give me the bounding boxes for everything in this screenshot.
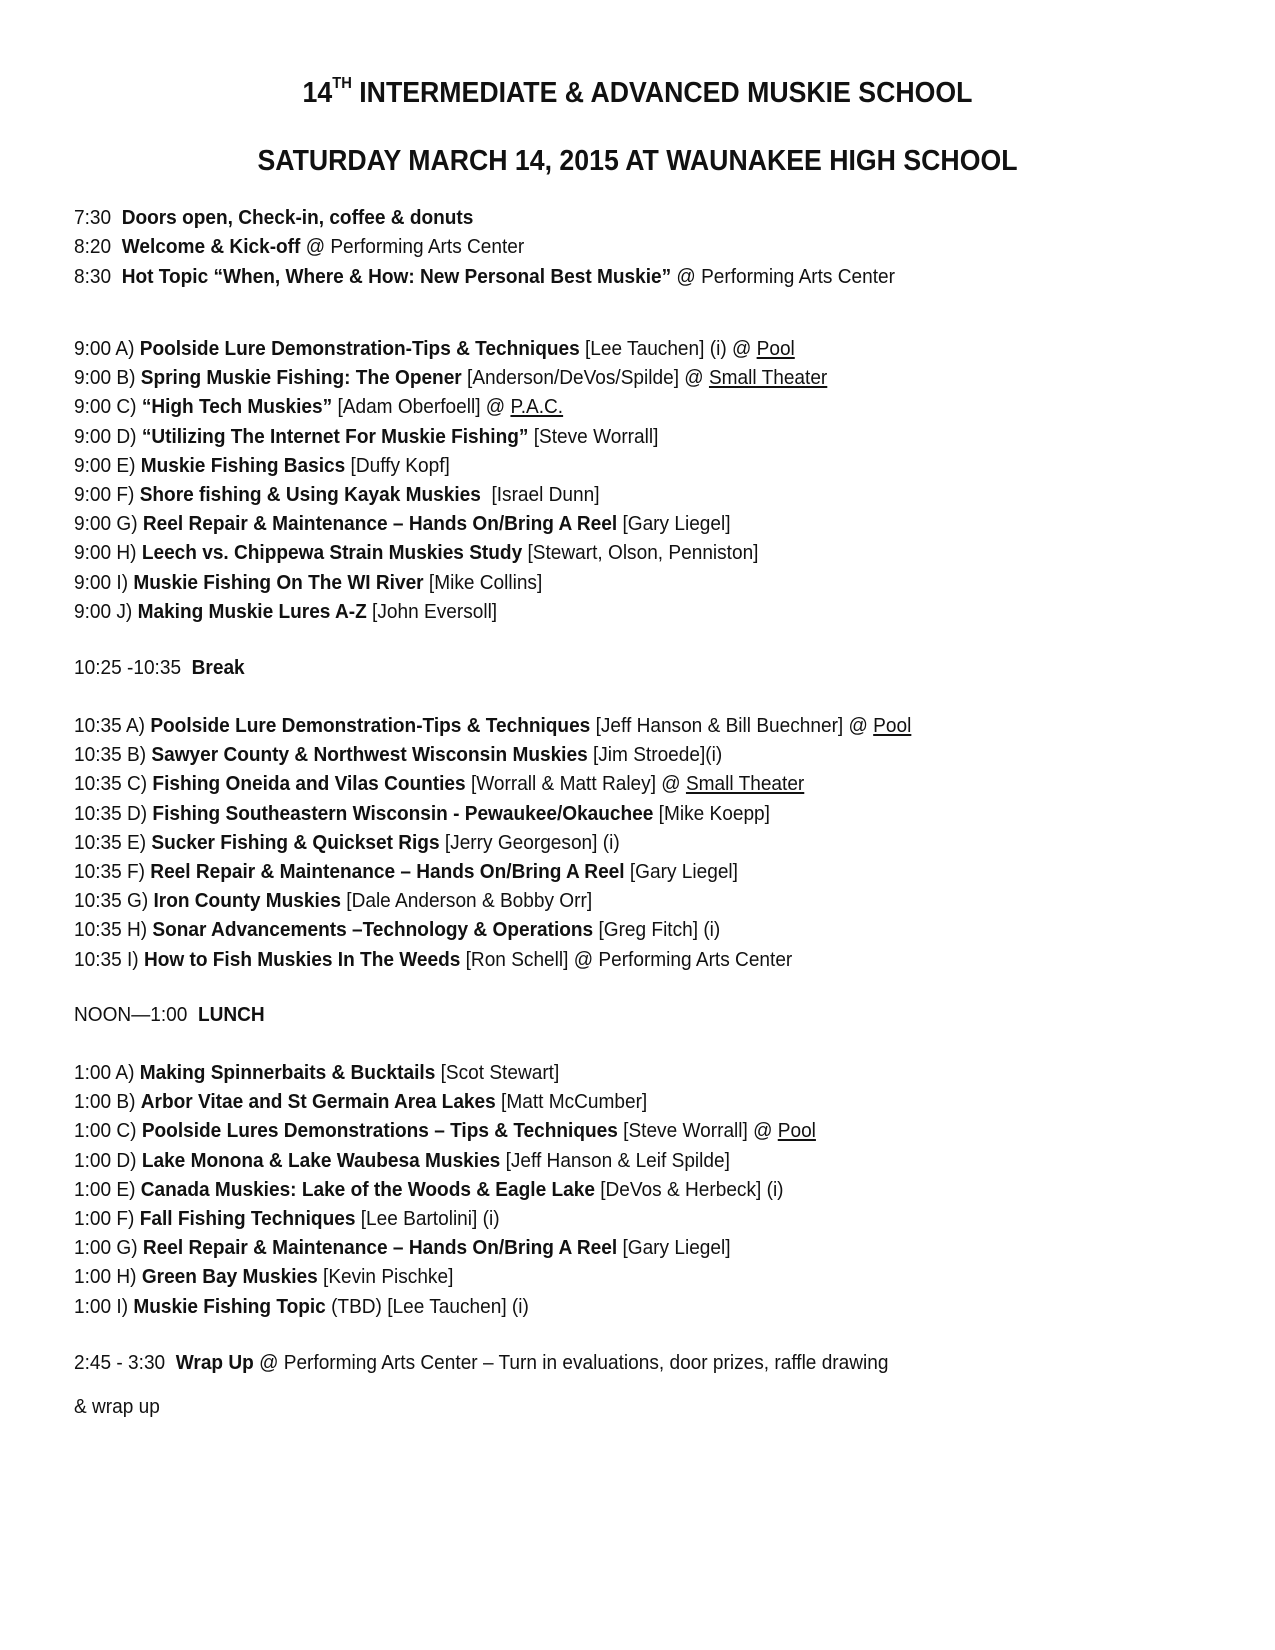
session-title: Sawyer County & Northwest Wisconsin Muskies (151, 743, 588, 767)
schedule-item (74, 235, 524, 259)
session-details: [Jerry Georgeson] (i) (439, 830, 620, 854)
time-slot: 1:00 H) (74, 1265, 142, 1289)
location-link: Small Theater (685, 772, 805, 796)
session-title: Green Bay Muskies (141, 1265, 318, 1289)
session-item (74, 483, 600, 507)
session-title: Break (191, 656, 245, 679)
session-title: Welcome & Kick-off (121, 235, 301, 258)
session-title: Fishing Southeastern Wisconsin - Pewaukee/Okauchee (152, 801, 654, 825)
title-number: 14 (302, 77, 333, 109)
title-text: INTERMEDIATE & ADVANCED MUSKIE SCHOOL (351, 77, 973, 109)
session-item (74, 395, 563, 419)
time-slot: 1:00 I) (74, 1294, 134, 1318)
session-details: [Worrall & Matt Raley] @ (465, 772, 686, 796)
session-title: Leech vs. Chippewa Strain Muskies Study (141, 541, 523, 565)
session-item (74, 366, 827, 390)
session-title: Spring Muskie Fishing: The Opener (140, 366, 462, 390)
session-item (74, 714, 911, 738)
session-title: Doors open, Check-in, coffee & donuts (121, 206, 474, 229)
session-details: [Stewart, Olson, Penniston] (522, 541, 759, 565)
time-slot: 1:00 D) (74, 1148, 142, 1172)
session-details: [Scot Stewart] (435, 1061, 560, 1084)
time-slot: 10:35 A) (74, 714, 151, 737)
time-slot: 9:00 F) (74, 483, 140, 506)
session-details: [Mike Collins] (423, 570, 543, 594)
time-slot: 9:00 H) (74, 541, 142, 565)
session-title: Poolside Lure Demonstration-Tips & Techniques (139, 337, 580, 360)
session-details: [Ron Schell] @ Performing Arts Center (460, 947, 793, 971)
session-item (74, 1207, 500, 1231)
location-link: Pool (777, 1119, 816, 1143)
session-details: [Dale Anderson & Bobby Orr] (340, 889, 593, 913)
session-details: [John Eversoll] (366, 599, 498, 623)
time-slot: 10:35 G) (74, 889, 154, 913)
session-item (74, 948, 792, 972)
time-slot: 9:00 C) (74, 395, 142, 419)
session-details: [Anderson/DeVos/Spilde] @ (461, 366, 709, 390)
time-slot: 10:35 H) (74, 918, 153, 942)
session-title: “High Tech Muskies” (141, 395, 333, 419)
session-title: How to Fish Muskies In The Weeds (143, 947, 461, 971)
session-title: Reel Repair & Maintenance – Hands On/Bring A Reel (150, 860, 625, 883)
session-item (74, 743, 722, 767)
time-slot: 9:00 G) (74, 512, 143, 536)
session-details: [Gary Liegel] (617, 1236, 731, 1260)
time-slot: 1:00 A) (74, 1061, 140, 1084)
time-slot: 9:00 I) (74, 570, 134, 594)
time-slot: 10:25 -10:35 (74, 656, 192, 679)
session-title: Shore fishing & Using Kayak Muskies (139, 483, 481, 506)
document-title (51, 77, 1224, 110)
session-title: Hot Topic “When, Where & How: New Personal Best Muskie” (121, 265, 672, 288)
time-slot: 10:35 D) (74, 801, 153, 825)
session-details: [Kevin Pischke] (317, 1265, 454, 1289)
time-slot: 1:00 G) (74, 1236, 143, 1260)
session-title: Iron County Muskies (153, 889, 341, 913)
lunch-item (74, 1003, 265, 1027)
session-title: Reel Repair & Maintenance – Hands On/Bring A Reel (142, 512, 618, 536)
time-slot: 9:00 B) (74, 366, 141, 390)
session-title: Canada Muskies: Lake of the Woods & Eagle Lake (140, 1177, 595, 1201)
time-slot: 9:00 E) (74, 453, 141, 477)
session-title: LUNCH (197, 1003, 265, 1026)
session-item (74, 541, 758, 565)
session-item (74, 1295, 529, 1319)
document-subtitle: SATURDAY MARCH 14, 2015 AT WAUNAKEE HIGH SCHOOL (257, 145, 1018, 177)
time-slot: 8:30 (74, 265, 122, 288)
break-item (74, 656, 245, 680)
time-slot: 10:35 I) (74, 947, 144, 971)
wrap-up-continuation-text: & wrap up (74, 1395, 160, 1418)
time-slot: 10:35 B) (74, 743, 152, 767)
session-details: [Greg Fitch] (i) (593, 918, 721, 942)
time-slot: 9:00 D) (74, 424, 142, 448)
session-item (74, 571, 542, 595)
session-title: Sonar Advancements –Technology & Operations (152, 918, 594, 942)
time-slot: 1:00 C) (74, 1119, 142, 1143)
session-details: [Gary Liegel] (617, 512, 731, 536)
session-title: Muskie Fishing Topic (133, 1294, 326, 1318)
wrap-up-item (74, 1351, 888, 1375)
time-slot: 10:35 E) (74, 830, 152, 854)
session-details: @ Performing Arts Center (671, 265, 895, 288)
session-details: [Matt McCumber] (495, 1090, 648, 1114)
session-title: Muskie Fishing On The WI River (133, 570, 424, 594)
session-details: @ Performing Arts Center – Turn in evaluations, door prizes, raffle drawing (253, 1351, 889, 1374)
session-title: “Utilizing The Internet For Muskie Fishing” (141, 424, 529, 448)
time-slot: 10:35 F) (74, 860, 151, 883)
session-title: Fall Fishing Techniques (139, 1207, 356, 1230)
session-title: Sucker Fishing & Quickset Rigs (151, 830, 440, 854)
session-details: [Steve Worrall] @ (617, 1119, 778, 1143)
session-title: Lake Monona & Lake Waubesa Muskies (141, 1148, 501, 1172)
time-slot: 9:00 A) (74, 337, 140, 360)
session-title: Arbor Vitae and St Germain Area Lakes (140, 1090, 496, 1114)
schedule-item (74, 265, 895, 289)
time-slot: 2:45 - 3:30 (74, 1351, 176, 1374)
session-title: Reel Repair & Maintenance – Hands On/Bring A Reel (142, 1236, 618, 1260)
session-item (74, 918, 720, 942)
session-title: Fishing Oneida and Vilas Counties (152, 772, 466, 796)
session-title: Poolside Lures Demonstrations – Tips & Techniques (141, 1119, 618, 1143)
session-details: @ Performing Arts Center (300, 235, 525, 258)
session-details: [DeVos & Herbeck] (i) (594, 1177, 784, 1201)
session-details: [Adam Oberfoell] @ (332, 395, 511, 419)
session-item (74, 454, 450, 478)
session-title: Wrap Up (175, 1351, 254, 1374)
time-slot: 9:00 J) (74, 599, 138, 623)
session-item (74, 1178, 784, 1202)
session-item (74, 860, 738, 884)
location-link: Pool (873, 714, 912, 737)
session-details: [Gary Liegel] (624, 860, 738, 883)
wrap-up-continuation (74, 1395, 160, 1419)
session-item (74, 1119, 816, 1143)
session-item (74, 889, 592, 913)
time-slot: 1:00 E) (74, 1177, 141, 1201)
session-details: [Mike Koepp] (653, 801, 770, 825)
time-slot: NOON—1:00 (74, 1003, 198, 1026)
time-slot: 1:00 B) (74, 1090, 141, 1114)
session-item (74, 512, 731, 536)
location-link: Pool (756, 337, 795, 360)
session-details: (TBD) [Lee Tauchen] (i) (325, 1294, 529, 1318)
session-item (74, 1265, 453, 1289)
session-details: [Israel Dunn] (480, 483, 600, 506)
session-item (74, 1061, 559, 1085)
session-details: [Steve Worrall] (528, 424, 659, 448)
session-item (74, 802, 770, 826)
session-title: Making Muskie Lures A-Z (137, 599, 367, 623)
session-item (74, 1236, 731, 1260)
session-title: Poolside Lure Demonstration-Tips & Techniques (150, 714, 591, 737)
time-slot: 8:20 (74, 235, 122, 258)
session-item (74, 337, 795, 361)
session-item (74, 600, 497, 624)
title-ordinal-suffix: TH (332, 75, 352, 92)
location-link: Small Theater (708, 366, 828, 390)
time-slot: 7:30 (74, 206, 122, 229)
session-title: Muskie Fishing Basics (140, 453, 346, 477)
session-title: Making Spinnerbaits & Bucktails (139, 1061, 436, 1084)
session-details: [Lee Bartolini] (i) (355, 1207, 500, 1230)
session-details: [Lee Tauchen] (i) @ (579, 337, 757, 360)
session-item (74, 772, 804, 796)
session-details: [Jim Stroede](i) (587, 743, 723, 767)
session-details: [Duffy Kopf] (345, 453, 450, 477)
session-item (74, 1090, 647, 1114)
time-slot: 10:35 C) (74, 772, 153, 796)
location-link: P.A.C. (510, 395, 564, 419)
session-item (74, 831, 620, 855)
time-slot: 1:00 F) (74, 1207, 140, 1230)
schedule-item (74, 206, 473, 230)
session-details: [Jeff Hanson & Bill Buechner] @ (590, 714, 874, 737)
session-item (74, 1149, 730, 1173)
session-item (74, 425, 658, 449)
session-details: [Jeff Hanson & Leif Spilde] (500, 1148, 730, 1172)
